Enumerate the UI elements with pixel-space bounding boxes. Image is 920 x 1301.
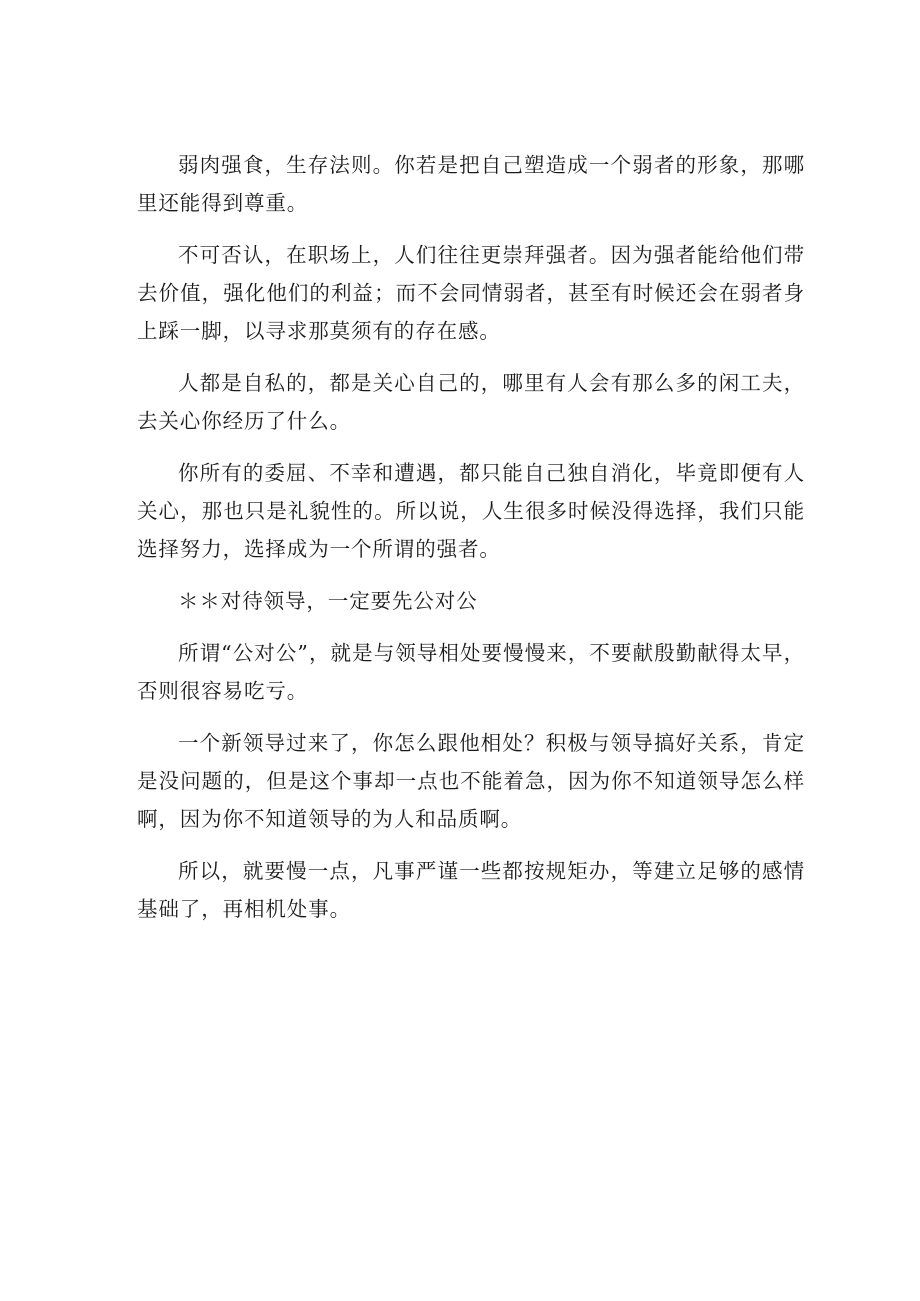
paragraph: 所以，就要慢一点，凡事严谨一些都按规矩办，等建立足够的感情基础了，再相机处事。: [137, 859, 805, 921]
paragraph: 你所有的委屈、不幸和遭遇，都只能自己独自消化，毕竟即便有人关心，那也只是礼貌性的。所以说，人生很多时候没得选择，我们只能选择努力，选择成为一个所谓的强者。: [137, 461, 805, 561]
paragraph: 不可否认，在职场上，人们往往更崇拜强者。因为强者能给他们带去价值，强化他们的利益；而不会同情弱者，甚至有时候还会在弱者身上踩一脚，以寻求那莫须有的存在感。: [137, 243, 805, 343]
section-heading: ＊＊对待领导，一定要先公对公: [178, 589, 478, 613]
paragraph: 所谓“公对公”，就是与领导相处要慢慢来，不要献殷勤献得太早，否则很容易吃亏。: [137, 641, 805, 703]
paragraph: 人都是自私的，都是关心自己的，哪里有人会有那么多的闲工夫，去关心你经历了什么。: [137, 371, 805, 433]
document-body: [137, 146, 805, 942]
paragraph: 一个新领导过来了，你怎么跟他相处？积极与领导搞好关系，肯定是没问题的，但是这个事却一点也不能着急，因为你不知道领导怎么样啊，因为你不知道领导的为人和品质啊。: [137, 731, 805, 831]
paragraph: 弱肉强食，生存法则。你若是把自己塑造成一个弱者的形象，那哪里还能得到尊重。: [137, 153, 805, 215]
